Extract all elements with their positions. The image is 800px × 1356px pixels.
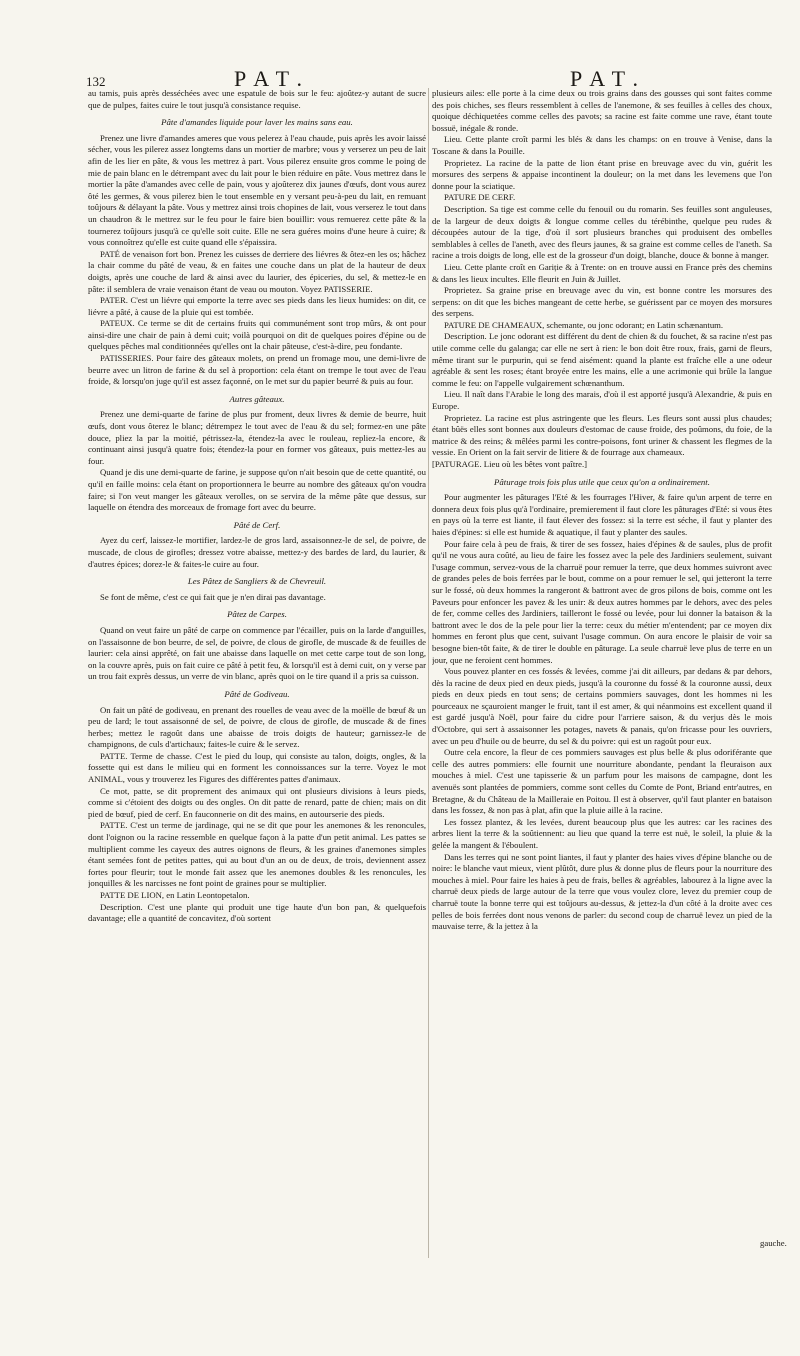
paragraph: Dans les terres qui ne sont point liantes, il faut y planter des haies vives d'épine blanche ou de noire: le blanche vaut mieux, vient plûtôt, dure plus & donne plus de fleurs pour la nourriture des mouches à miel. Pour faire les haies à peu de frais, belles & agréables, labourez à la ligne avec la charruë deux pieds de large autour de la terre que vous voulez clore, levez du premier coup de charruë toute la bonne terre qui est toûjours au-dessus, & jettez-la d'un côté à la droite avec ces pelles de bois ferrées dont nous venons de parler: du second coup de charruë levez un pied de la mauvaise terre, & la jettez à la xyxy=(432,851,772,932)
paragraph: PATTE. Terme de chasse. C'est le pied du loup, qui consiste au talon, doigts, ongles, & la fossette qui est dans le milieu qui en forment les connoissances sur la terre. Voyez le mot ANIMAL, vous y trouverez les Figures des différentes pattes d'animaux. xyxy=(88,750,426,785)
paragraph: [PATURAGE. Lieu où les bêtes vont paître.] xyxy=(432,459,588,469)
catchword: gauche. xyxy=(760,1238,787,1248)
section-subtitle: Pâte d'amandes liquide pour laver les mains sans eau. xyxy=(161,117,353,128)
paragraph: Pour faire cela à peu de frais, & tirer de ses fossez, haies d'épines & de saules, plus de profit qu'il ne vous aura coûté, au lieu de faire les fossez avec la pele des Jardiniers seulement, suivant l'usage commun, servez-vous de la charruë pour remuer la terre, que deux hommes suivront avec de grandes peles de bois ferrées par le bout, comme on a pour remuer le sel, qui jetteront la terre sur le fossé, où deux hommes la rangeront & battront avec de gros pilons de bois, comme ont les Paveurs pour enfoncer les pavez & les unir: & deux autres hommes par le dehors, avec des peles de fer, comme celles des Jardiniers, tailleront le fossé ou levée, pour lui donner la bataison & la battront avec le dos de la pele pour lier la terre: ceux du métier m'entendent; par ce moyen dix hommes en feront plus que cent, suivant l'usage commun. On aura encore le plaisir de voir sa besogne bien-tôt faite, & de tirer le double en pâturage. La seule charruë leve plus de terre en un jour, que ne feroient cent hommes. xyxy=(432,538,772,665)
section-subtitle: Pâturage trois fois plus utile que ceux qu'on a ordinairement. xyxy=(494,476,710,487)
paragraph: Proprietez. Sa graine prise en breuvage avec du vin, est bonne contre les morsures des serpens: on dit que les biches mangeant de cette herbe, se guérissent par ce moyen des morsures des serpens. xyxy=(432,285,772,319)
paragraph: Les fossez plantez, & les levées, durent beaucoup plus que les autres: car les racines des arbres lient la terre & la soûtiennent: au lieu que quand la terre est nuë, le soleil, la pluie & la gelée la mangent & l'éboulent. xyxy=(432,816,772,850)
paragraph: Description. Sa tige est comme celle du fenouil ou du romarin. Ses feuilles sont anguleuses, de la largeur de deux doigts & longue comme celles du térébinthe, quelque peu rudes & découpées autour de la tige, d'où il sort plusieurs branches qui produisent des ombelles semblables à celles de l'aneth, avec des fleurs jaunes, & sa graine est comme celles de l'aneth. Sa racine a trois doigts de long, elle est de la grosseur d'un doigt, blanche, douce & bonne à manger. xyxy=(432,203,772,261)
paragraph: PATER. C'est un liévre qui emporte la terre avec ses pieds dans les lieux humides: on dit, ce liévre a pâté, à cause de la pluie qui est tombée. xyxy=(88,295,426,317)
section-subtitle: Pâté de Cerf. xyxy=(233,519,281,530)
paragraph: PATTE DE LION, en Latin Leontopetalon. xyxy=(100,890,250,900)
running-head-right: PAT. xyxy=(570,66,647,91)
paragraph: Pour augmenter les pâturages l'Eté & les fourrages l'Hiver, & faire qu'un arpent de terre en donnera deux fois plus qu'à l'ordinaire, premierement il faut clore les pâturages d'Eté: si vous êtes en pays où la terre est liante, il faut élever des fossez: si la terre est séche, il faut y planter des haies d'épines: si elle est humide & aquatique, il faut y planter des saules. xyxy=(432,492,772,537)
paragraph: Description. C'est une plante qui produit une tige haute d'un bon pan, & quelquefois davantage; elle a quantité de concavitez, d'où sortent xyxy=(88,901,426,924)
left-column xyxy=(88,88,426,1258)
paragraph: PATURE DE CHAMEAUX, schemante, ou jonc odorant; en Latin schænantum. xyxy=(444,319,724,330)
paragraph: PATÉ de venaison fort bon. Prenez les cuisses de derriere des liévres & ôtez-en les os; hâchez la chair comme du pâté de veau, & en faites une couche dans un plat de la hauteur de deux doigts, après une couche de lard & ainsi avec du laurier, des épiceries, du sel, & mettez-le en pâte: il semblera de vraie venaison étant de veau ou mouton. Voyez PATISSERIE. xyxy=(88,248,426,294)
section-subtitle: Autres gâteaux. xyxy=(229,393,285,404)
section-subtitle: Les Pâtez de Sangliers & de Chevreuil. xyxy=(187,576,327,587)
paragraph: PATEUX. Ce terme se dit de certains fruits qui communément sont trop mûrs, & ont pour ainsi-dire une chair de pain à demi cuit; voilà pourquoi on dit de quelques poires d'épine ou de quelques pêches mal conditionnées qu'elles ont la chair pâteuse, c'est-à-dire, peu fondante. xyxy=(88,318,426,352)
page-number: 132 xyxy=(86,74,106,89)
paragraph: Description. Le jonc odorant est différent du dent de chien & du fouchet, & sa racine n'est pas utile comme celle du galanga; car elle ne sert à rien: le bon doit être roux, frais, garni de fleurs, même tirant sur le purpurin, qui se fend aisément: quand la plante est fraîche elle a une odeur agréable & sent les roses; étant broyée entre les mains, elle a une acrimonie qui brûle la langue comme le feu: on l'appelle vulgairement schœnanthum. xyxy=(432,331,772,388)
paragraph: Outre cela encore, la fleur de ces pommiers sauvages est plus belle & plus odoriférante que celle des autres pommiers: elle fournit une nourriture abondante, pendant la fleuraison aux mouches à miel. C'est une tapisserie & un parfum pour les maisons de campagne, dont les avenuës sont plantées de pommiers, comme sont celles du Comte de Pont, Briand entr'autres, en Bretagne, & du Château de la Mailleraie en Poitou. Il est à observer, qu'il faut planter en bataison dans les fossez, & non pas à plat, afin que la pluie aille à la racine. xyxy=(432,747,772,816)
paragraph: PATTE. C'est un terme de jardinage, qui ne se dit que pour les anemones & les renoncules, dont l'oignon ou la racine ressemble en quelque façon à la patte d'un petit animal. Les pattes se multiplient comme les cayeux des autres oignons de fleurs, & les graines d'anemones simples étant semées font de petites pattes, qui au bout d'un an ou de deux, de trois, deviennent assez fortes pour fleurir; tout le monde fait assez que les anemones doubles & les renoncules, les jonquilles & les narcisses ne font point de graines pour se multiplier. xyxy=(88,820,426,889)
paragraph: Lieu. Cette plante croît parmi les blés & dans les champs: on en trouve à Venise, dans la Toscane & dans la Pouille. xyxy=(432,134,772,156)
paragraph: Lieu. Il naît dans l'Arabie le long des marais, d'où il est apporté jusqu'à Alexandrie, & puis en Europe. xyxy=(432,389,772,412)
right-column xyxy=(432,88,772,1258)
paragraph: Proprietez. La racine de la patte de lion étant prise en breuvage avec du vin, guérit les morsures des serpens & appaise incontinent la douleur; on la met dans les levemens que l'on donne pour la sciatique. xyxy=(432,157,772,191)
running-head-left: PAT. xyxy=(234,66,311,91)
paragraph: Ce mot, patte, se dit proprement des animaux qui ont plusieurs divisions à leurs pieds, comme si c'étoient des doigts ou des ongles. On dit patte de renard, patte de chien; mais on dit pied de bœuf, pied de cerf. En fauconnerie on dit des mains, en autourserie des pieds. xyxy=(88,785,426,819)
paragraph: plusieurs ailes: elle porte à la cime deux ou trois grains dans des gousses qui sont faites comme des pois chiches, ses fleurs ressemblent à celles de l'anemone, & ses feuilles à celles des choux, quoique déchiquetées comme celles des pavots; sa racine est faite comme une rave, étant toute bossuë, inégale & ronde. xyxy=(432,88,772,133)
paragraph: Vous pouvez planter en ces fossés & levées, comme j'ai dit ailleurs, par dedans & par dehors, dès la racine de deux pied en deux pieds, jusqu'à la couronne du fossé & la couronne aussi, deux pieds en deux pieds en tout sens; de certains pommiers sauvages, dont les hommes ni les pourceaux ne sçauroient manger le fruit, tant il est amer, & qui néanmoins est excellent quand il est gardé jusqu'à Noël, pour faire du cidre pour l'arriere saison, & du verjus dès le mois d'Octobre, qui sert à assaisonner les potages, navets & panais, qu'on fricasse pour les ouvriers, avec un peu d'huile ou de beurre, du sel & du poivre: qui est un ragoût pour eux. xyxy=(432,666,772,746)
section-subtitle: Pâtez de Carpes. xyxy=(227,609,287,620)
paragraph: PATISSERIES. Pour faire des gâteaux molets, on prend un fromage mou, une demi-livre de beurre avec un litron de farine & du sel à proportion: cela étant on trempe le tout avec de l'eau froide, & lorsqu'on juge qu'il est assez façonné, on le met sur du papier beurré & puis au four. xyxy=(88,353,426,387)
paragraph: Ayez du cerf, laissez-le mortifier, lardez-le de gros lard, assaisonnez-le de sel, de poivre, de muscade, de clous de girofles; dressez votre abaisse, mettez-y des bardes de lard, du laurier, & d'autres épices; dorez-le & faites-le cuire au four. xyxy=(88,535,426,569)
paragraph: Quand je dis une demi-quarte de farine, je suppose qu'on n'ait besoin que de cette quantité, ou qu'il en faille moins: cela étant on proportionnera le beurre au nombre des gâteaux qu'on voudra faire; si l'on veut manger les gâteaux verolles, on se servira de la même pâte que dessus, sur laquelle on étendra des morceaux de fromage fort avec du beurre. xyxy=(88,467,426,513)
paragraph: PATURE DE CERF. xyxy=(444,192,516,203)
paragraph: On fait un pâté de godiveau, en prenant des rouelles de veau avec de la moëlle de bœuf & un peu de lard; le tout assaisonné de sel, de poivre, de clous de girofle, de muscade & de fines herbes; mettez le ragoût dans une abaisse de trois doigts de hauteur; garnissez-le de champignons, de culs d'artichaux; faites-le cuire & le servez. xyxy=(88,704,426,750)
section-subtitle: Pâté de Godiveau. xyxy=(224,688,290,699)
paragraph: Se font de même, c'est ce qui fait que je n'en dirai pas davantage. xyxy=(100,591,326,602)
paragraph: Lieu. Cette plante croît en Gariție & à Trente: on en trouve aussi en France près des chemins & dans les lieux incultes. Elle fleurit en Juin & Juillet. xyxy=(432,261,772,284)
paragraph: au tamis, puis après desséchées avec une espatule de bois sur le feu: ajoûtez-y autant de sucre que de pulpes, faites cuire le tout jusqu'à consistance requise. xyxy=(88,88,426,110)
paragraph: Proprietez. La racine est plus astringente que les fleurs. Les fleurs sont aussi plus chaudes; étant bûës elles sont bonnes aux douleurs d'estomac de cause froide, des poûmons, du foie, de la matrice & des reins; & mêlées parmi les contre-poisons, font uriner & chassent les flegmes de la vessie. En Orient on la fait servir de litiere & de fourrage aux chameaux. xyxy=(432,412,772,458)
paragraph: Prenez une demi-quarte de farine de plus pur froment, deux livres & demie de beurre, huit œufs, dont vous ôterez le blanc; détrempez le tout avec de l'eau & du sel; formez-en une pâte douce, pliez la par la moitié, pétrissez-la, étendez-la avec le rouleau, repliez-la encore, & continuant ainsi jusqu'à quatre fois; étendez-la pour en former vos gâteaux, puis mettez-les au four. xyxy=(88,409,426,466)
paragraph: Quand on veut faire un pâté de carpe on commence par l'écailler, puis on la larde d'anguilles, on l'assaisonne de bon beurre, de sel, de poivre, de clous de girofle, de muscade & de feuilles de laurier: cela ainsi apprêté, on fait une abaisse dans laquelle on met cette carpe tout de son long, on la couvre après, puis on fait cuire ce pâté à petit feu, & lorsqu'il est à demi cuit, on y verse par un trou fait exprès dessus, un verre de vin blanc, après quoi on le tire quand il a pris sa cuisson. xyxy=(88,624,426,682)
paragraph: Prenez une livre d'amandes ameres que vous pelerez à l'eau chaude, puis après les avoir laissé sécher, vous les pilerez assez longtems dans un mortier de marbre; vous y verserez un peu de lait afin de les lier en pâte, & vous les mettrez à part. Vous pilerez ensuite gros comme le poing de mie de pain blanc en le détrempant avec du lait pour le bien réduire en pâte. Vous mettrez dans le mortier la pâte d'amandes avec celle de pain, vous y ajoûterez dix jaunes d'œufs, dont vous aurez ôté les germes, & vous pilerez bien le tout ensemble en y versant peu-à-peu du lait, en remuant toûjours & délayant la pâte. Vous y mettrez ainsi trois chopines de lait, vous verserez le tout dans un chaudron & le mettrez sur le feu pour le faire bien bouillir: vous remuerez cette pâte & la tournerez toûjours jusqu'à ce qu'elle soit cuite. Elle ne sera guéres moins d'une heure à cuire; & vous connoîtrez qu'elle est cuite quand elle s'épaissira. xyxy=(88,132,426,248)
column-divider xyxy=(428,88,429,1258)
